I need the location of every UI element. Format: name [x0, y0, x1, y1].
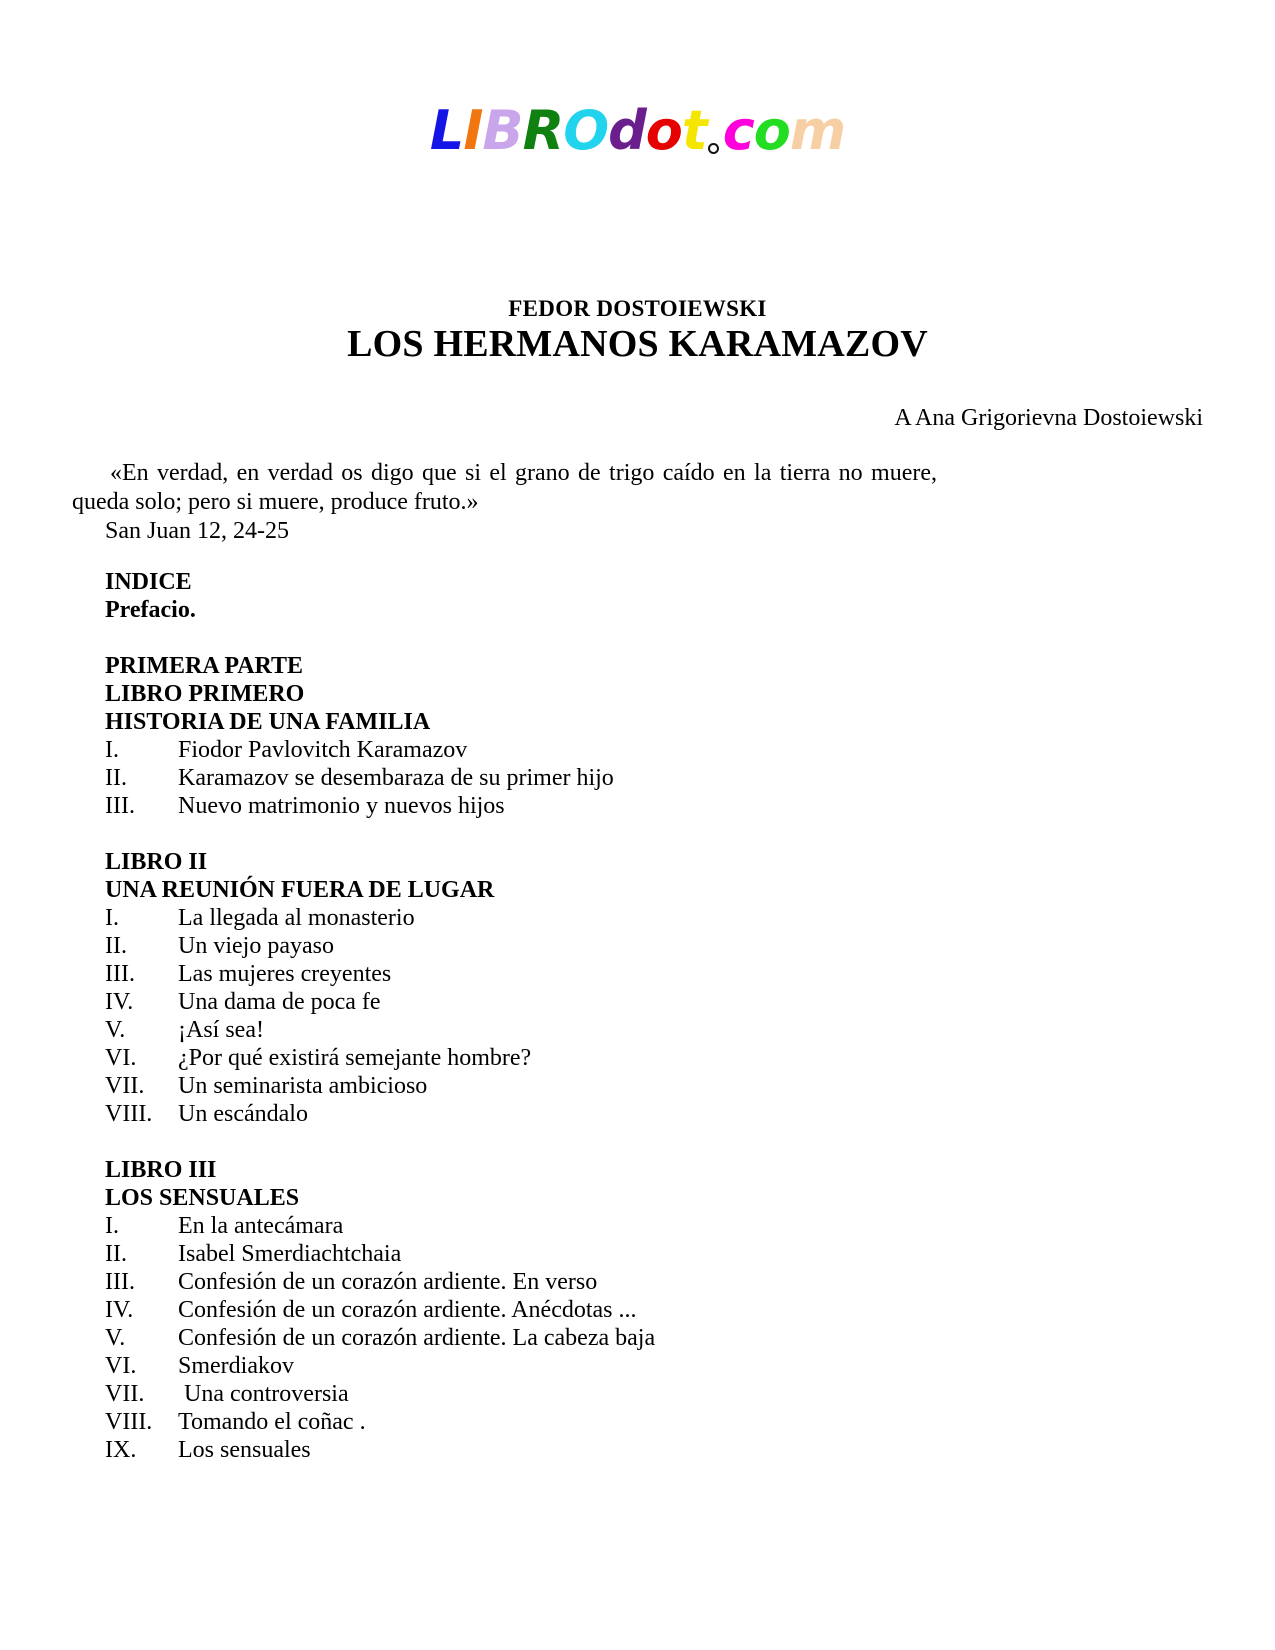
toc-chapter-number: VI. [105, 1045, 137, 1071]
toc-book-label-2: LIBRO III [105, 1157, 217, 1183]
librodot-logo[interactable] [429, 99, 846, 162]
logo-letter-2: B [482, 99, 523, 162]
toc-section-gap-2 [105, 1128, 1105, 1156]
toc-chapter-title: Smerdiakov [178, 1353, 294, 1379]
toc-book-label-0: LIBRO PRIMERO [105, 681, 305, 707]
toc-chapter-number: III. [105, 1269, 135, 1295]
toc-chapter-number: V. [105, 1325, 126, 1351]
index-heading: INDICE [105, 569, 192, 595]
logo-letter-5: d [608, 99, 646, 162]
toc-chapter-number: II. [105, 933, 127, 959]
table-of-contents [105, 568, 1105, 1464]
logo-letter-6: o [645, 99, 682, 162]
toc-chapter-number: VIII. [105, 1409, 153, 1435]
toc-chapter-title: Las mujeres creyentes [178, 961, 392, 987]
toc-chapter-row[interactable] [105, 1212, 1105, 1240]
toc-chapter-number: III. [105, 793, 135, 819]
toc-chapter-row[interactable] [105, 1296, 1105, 1324]
toc-chapter-row[interactable] [105, 1268, 1105, 1296]
toc-chapter-row[interactable] [105, 960, 1105, 988]
toc-chapter-title: Confesión de un corazón ardiente. En verso [178, 1269, 598, 1295]
toc-chapter-title: Los sensuales [178, 1437, 311, 1463]
toc-chapter-number: I. [105, 1213, 119, 1239]
toc-chapter-title: Un escándalo [178, 1101, 308, 1127]
toc-chapter-title: Tomando el coñac . [178, 1409, 366, 1435]
logo-letter-10: o [753, 99, 790, 162]
toc-chapter-number: I. [105, 737, 119, 763]
toc-chapter-row[interactable] [105, 764, 1105, 792]
toc-chapter-title: En la antecámara [178, 1213, 344, 1239]
epigraph-quote: «En verdad, en verdad os digo que si el grano de trigo caído en la tierra no muere, queda solo; pero si muere, produce fruto.» [72, 460, 937, 515]
toc-chapter-number: IV. [105, 1297, 134, 1323]
toc-chapter-title: Isabel Smerdiachtchaia [178, 1241, 402, 1267]
toc-chapter-number: IX. [105, 1437, 137, 1463]
toc-chapter-row[interactable] [105, 988, 1105, 1016]
toc-chapter-title: Una controversia [178, 1381, 349, 1407]
toc-chapter-row[interactable] [105, 1408, 1105, 1436]
toc-chapter-title: Un viejo payaso [178, 933, 334, 959]
logo-letter-4: O [563, 99, 609, 162]
dedication-line: A Ana Grigorievna Dostoiewski [894, 405, 1203, 431]
site-logo-container [0, 99, 1275, 162]
logo-letter-0: L [429, 99, 464, 162]
toc-chapter-title: ¡Así sea! [178, 1017, 264, 1043]
toc-chapter-row[interactable] [105, 1436, 1105, 1464]
toc-chapter-number: VII. [105, 1381, 145, 1407]
toc-chapter-row[interactable] [105, 1044, 1105, 1072]
toc-chapter-number: III. [105, 961, 135, 987]
toc-book-title-2: LOS SENSUALES [105, 1185, 300, 1211]
toc-chapter-number: II. [105, 1241, 127, 1267]
toc-chapter-row[interactable] [105, 1324, 1105, 1352]
toc-chapter-number: V. [105, 1017, 126, 1043]
toc-chapter-title: Nuevo matrimonio y nuevos hijos [178, 793, 505, 819]
toc-chapter-number: IV. [105, 989, 134, 1015]
toc-chapter-number: VII. [105, 1073, 145, 1099]
toc-chapter-title: Una dama de poca fe [178, 989, 381, 1015]
author-name: FEDOR DOSTOIEWSKI [508, 296, 767, 321]
toc-book-title-1: UNA REUNIÓN FUERA DE LUGAR [105, 877, 495, 903]
toc-chapter-row[interactable] [105, 932, 1105, 960]
logo-letter-7: t [681, 99, 707, 162]
toc-chapter-number: VI. [105, 1353, 137, 1379]
logo-letter-9: c [722, 99, 754, 162]
toc-book-title-0: HISTORIA DE UNA FAMILIA [105, 709, 431, 735]
toc-chapter-row[interactable] [105, 1072, 1105, 1100]
logo-letter-1: I [463, 99, 483, 162]
toc-chapter-row[interactable] [105, 1380, 1105, 1408]
toc-chapter-number: VIII. [105, 1101, 153, 1127]
toc-chapter-row[interactable] [105, 792, 1105, 820]
toc-section-gap-1 [105, 820, 1105, 848]
toc-chapter-title: Confesión de un corazón ardiente. Anécdotas ... [178, 1297, 637, 1323]
toc-chapter-title: La llegada al monasterio [178, 905, 415, 931]
toc-chapter-title: ¿Por qué existirá semejante hombre? [178, 1045, 532, 1071]
toc-chapter-title: Un seminarista ambicioso [178, 1073, 428, 1099]
logo-letter-3: R [522, 99, 564, 162]
toc-chapter-row[interactable] [105, 1352, 1105, 1380]
toc-chapter-row[interactable] [105, 1016, 1105, 1044]
toc-chapter-title: Karamazov se desembaraza de su primer hijo [178, 765, 614, 791]
toc-chapter-row[interactable] [105, 904, 1105, 932]
toc-entry-preface: Prefacio. [105, 597, 196, 623]
toc-chapter-row[interactable] [105, 1240, 1105, 1268]
toc-section-gap-0 [105, 624, 1105, 652]
toc-book-label-1: LIBRO II [105, 849, 208, 875]
page-title: LOS HERMANOS KARAMAZOV [347, 323, 928, 365]
toc-chapter-row[interactable] [105, 736, 1105, 764]
toc-chapter-number: I. [105, 905, 119, 931]
toc-chapter-title: Fiodor Pavlovitch Karamazov [178, 737, 468, 763]
logo-letter-11: m [789, 99, 846, 162]
toc-chapter-title: Confesión de un corazón ardiente. La cabeza baja [178, 1325, 656, 1351]
toc-chapter-row[interactable] [105, 1100, 1105, 1128]
toc-part-label-0: PRIMERA PARTE [105, 653, 304, 679]
logo-dot-icon [707, 104, 723, 158]
epigraph-source: San Juan 12, 24-25 [105, 518, 289, 544]
toc-chapter-number: II. [105, 765, 127, 791]
